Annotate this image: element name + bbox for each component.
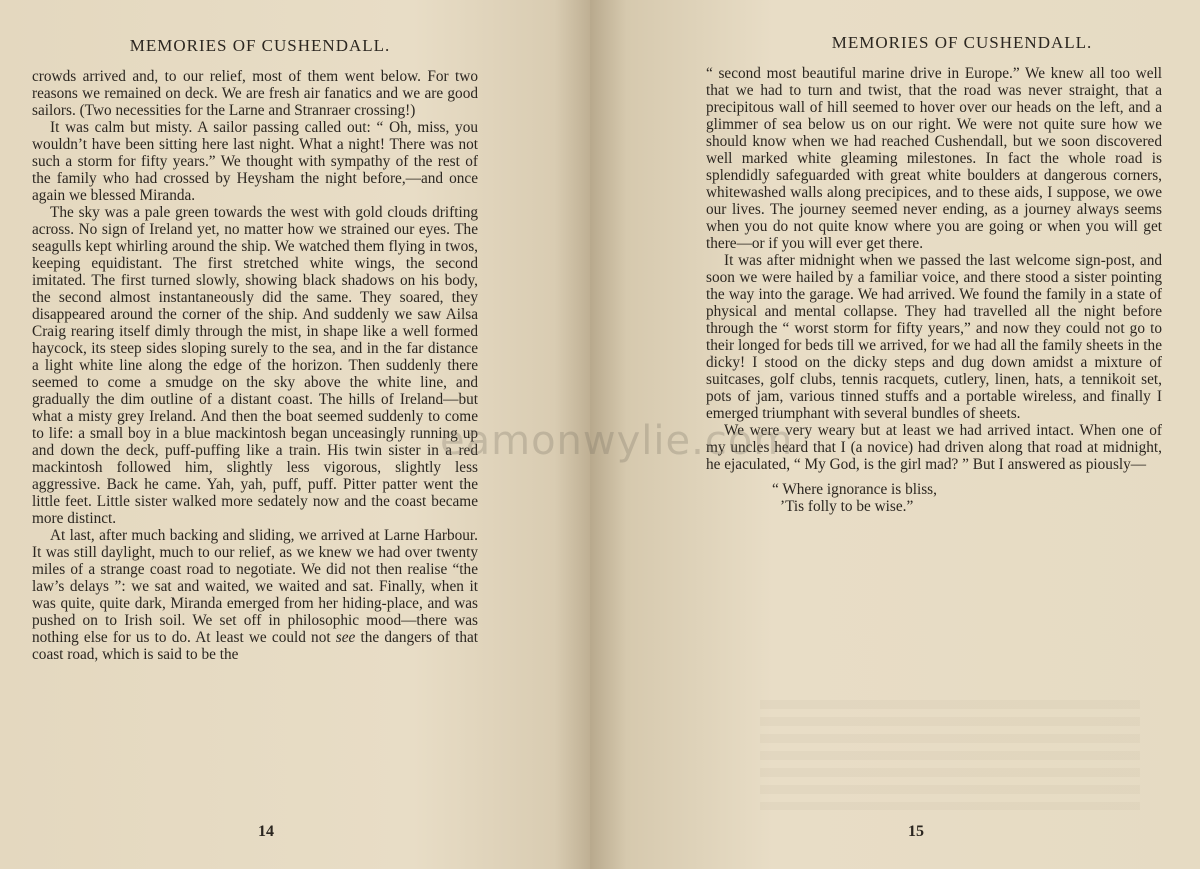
- page-number-left: 14: [258, 823, 274, 840]
- left-page: [0, 0, 590, 869]
- page-number-right: 15: [908, 823, 924, 840]
- watermark: eamonwylie.com: [440, 418, 794, 464]
- running-head-left: MEMORIES OF CUSHENDALL.: [129, 36, 391, 55]
- paragraph-text: the dangers of that coast road, which is said to be the: [32, 629, 479, 663]
- paragraph: It was after midnight when we passed the last welcome sign-post, and soon we were hailed by a familiar voice, and there stood a sister pointing the way into the garage. We had arrived. We found the family in a state of physical and mental collapse. They had travelled all the night before through the “ worst storm for fifty years,” and now they could not go to their longed for beds till we arrived, for we had all the family sheets in the dicky! I stood on the dicky steps and dug down amidst a mixture of suitcases, golf clubs, tennis racquets, cutlery, linen, hats, a tennikoit set, pots of jam, various tinned stuffs and a portable wireless, and finally I emerged triumphant with several bundles of sheets.: [706, 252, 1162, 422]
- paragraph: The sky was a pale green towards the west with gold clouds drifting across. No sign of Ireland yet, no matter how we strained our eyes. The seagulls kept whirling around the ship. We watched them flying in twos, keeping equidistant. The first stretched white wings, the second imitated. The first turned slowly, showing black shadows on his body, the second almost instantaneously did the same. They soared, they disappeared around the corner of the ship. And suddenly we saw Ailsa Craig rearing itself dimly through the mist, in shape like a well formed haycock, its steep sides sloping surely to the sea, and in the far distance a light white line along the edge of the horizon. Then suddenly there seemed to come a smudge on the sky above the white line, and gradually the dim outline of a distant coast. The hills of Ireland—but what a misty grey Ireland. And then the boat seemed suddenly to come to life: a small boy in a blue mackintosh began unceasingly running up and down the deck, puff-puffing like a train. His twin sister in a red mackintosh followed him, slightly less vigorous, slightly less aggressive. Back he came. Yah, yah, puff, puff. Pitter patter went the little feet. Little sister walked more sedately now and the coast became more distinct.: [32, 204, 478, 527]
- verse-quote: [772, 481, 1162, 515]
- show-through-text: [760, 700, 1140, 810]
- paragraph: It was calm but misty. A sailor passing called out: “ Oh, miss, you wouldn’t have been sitting here last night. What a night! There was not such a storm for fifty years.” We thought with sympathy of the rest of the family who had crossed by Heysham the night before,—and once again we blessed Miranda.: [32, 119, 478, 204]
- paragraph-last: [32, 527, 478, 663]
- verse-line: ’Tis folly to be wise.”: [780, 498, 914, 515]
- right-page-text: [706, 65, 1162, 473]
- running-head-right: MEMORIES OF CUSHENDALL.: [831, 33, 1093, 52]
- italic-word: see: [335, 629, 356, 646]
- paragraph: “ second most beautiful marine drive in Europe.” We knew all too well that we had to turn and twist, that the road was never straight, that a precipitous wall of hill seemed to hover over our heads on the left, and a glimmer of sea below us on our right. We were not quite sure how we should know when we had reached Cushendall, but we soon discovered well marked white gleaming milestones. In fact the whole road is splendidly safeguarded with great white boulders at dangerous corners, whitewashed walls along precipices, and to these aids, I suppose, we owe our lives. The journey seemed never ending, as a journey always seems when you do not quite know where you are going or when you will get there—or if you will ever get there.: [706, 65, 1162, 252]
- left-page-text: [32, 68, 478, 663]
- verse-line: “ Where ignorance is bliss,: [772, 481, 937, 498]
- paragraph: We were very weary but at least we had arrived intact. When one of my uncles heard that I (a novice) had driven along that road at midnight, he ejaculated, “ My God, is the girl mad? ” But I answered as piously—: [706, 422, 1162, 473]
- paragraph: crowds arrived and, to our relief, most of them went below. For two reasons we remained on deck. We are fresh air fanatics and we are good sailors. (Two necessities for the Larne and Stranraer crossing!): [32, 68, 478, 119]
- paragraph-text: At last, after much backing and sliding, we arrived at Larne Harbour. It was still daylight, much to our relief, as we knew we had over twenty miles of a strange coast road to negotiate. We did not then realise “the law’s delays ”: we sat and waited, we waited and sat. Finally, when it was quite, quite dark, Miranda emerged from her hiding-place, and was pushed on to Irish soil. We set off in philosophic mood—there was nothing else for us to do. At least we could not: [32, 527, 478, 646]
